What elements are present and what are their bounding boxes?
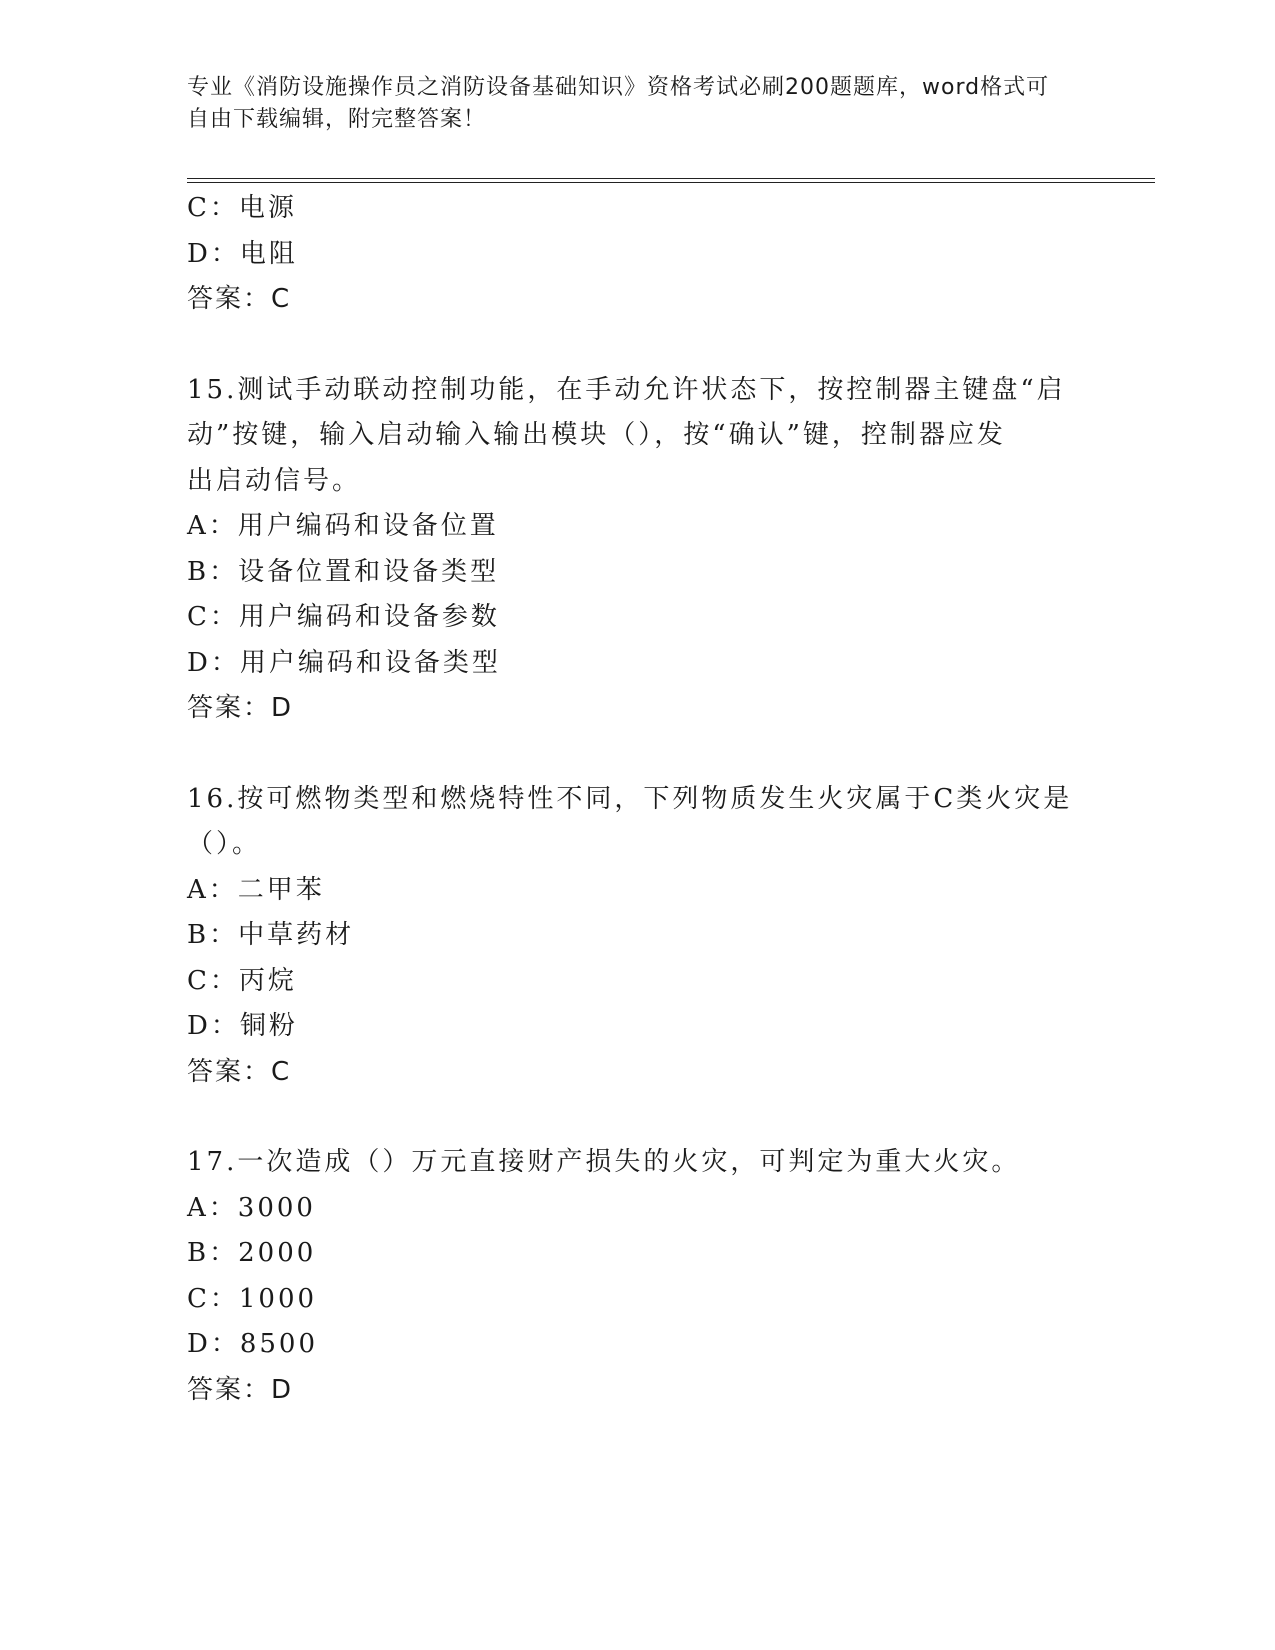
question-17: [187, 1140, 1077, 1413]
spacer: [187, 732, 1077, 777]
option-c: C：用户编码和设备参数: [187, 602, 500, 632]
prev-question: [187, 186, 1077, 323]
question-15: [187, 368, 1077, 732]
answer: 答案：D: [187, 693, 294, 723]
spacer: [187, 323, 1077, 368]
option-b: B：2000: [187, 1238, 317, 1268]
header-divider: [187, 178, 1155, 183]
answer: 答案：D: [187, 1374, 294, 1405]
answer: 答案：C: [187, 1056, 292, 1087]
document-header: 专业《消防设施操作员之消防设备基础知识》资格考试必刷200题题库，word格式可自由下载编辑，附完整答案！: [187, 75, 1050, 132]
option-d: D：铜粉: [187, 1011, 298, 1041]
option-a: A：用户编码和设备位置: [187, 511, 499, 541]
spacer: [187, 1095, 1077, 1140]
option-b: B：设备位置和设备类型: [187, 556, 500, 587]
option-c: C：电源: [187, 193, 297, 223]
document-content: [187, 186, 1077, 1413]
answer: 答案：C: [187, 284, 292, 314]
option-d: D：电阻: [187, 238, 298, 269]
option-a: A：3000: [187, 1192, 316, 1223]
question-text-line: 17.一次造成（）万元直接财产损失的火灾，可判定为重大火灾。: [187, 1147, 1021, 1177]
option-c: C：1000: [187, 1283, 318, 1314]
question-text-line: 出启动信号。: [187, 465, 362, 496]
question-text-line: 16.按可燃物类型和燃烧特性不同，下列物质发生火灾属于C类火灾是: [187, 783, 1073, 814]
question-text-line: （）。: [187, 829, 262, 859]
question-text-line: 动”按键，输入启动输入输出模块（），按“确认”键，控制器应发: [187, 420, 1006, 450]
question-16: [187, 777, 1077, 1096]
option-d: D：用户编码和设备类型: [187, 647, 501, 678]
option-a: A：二甲苯: [187, 874, 325, 905]
option-d: D：8500: [187, 1329, 319, 1359]
option-b: B：中草药材: [187, 920, 355, 950]
question-text-line: 15.测试手动联动控制功能，在手动允许状态下，按控制器主键盘“启: [187, 374, 1066, 405]
option-c: C：丙烷: [187, 965, 297, 996]
